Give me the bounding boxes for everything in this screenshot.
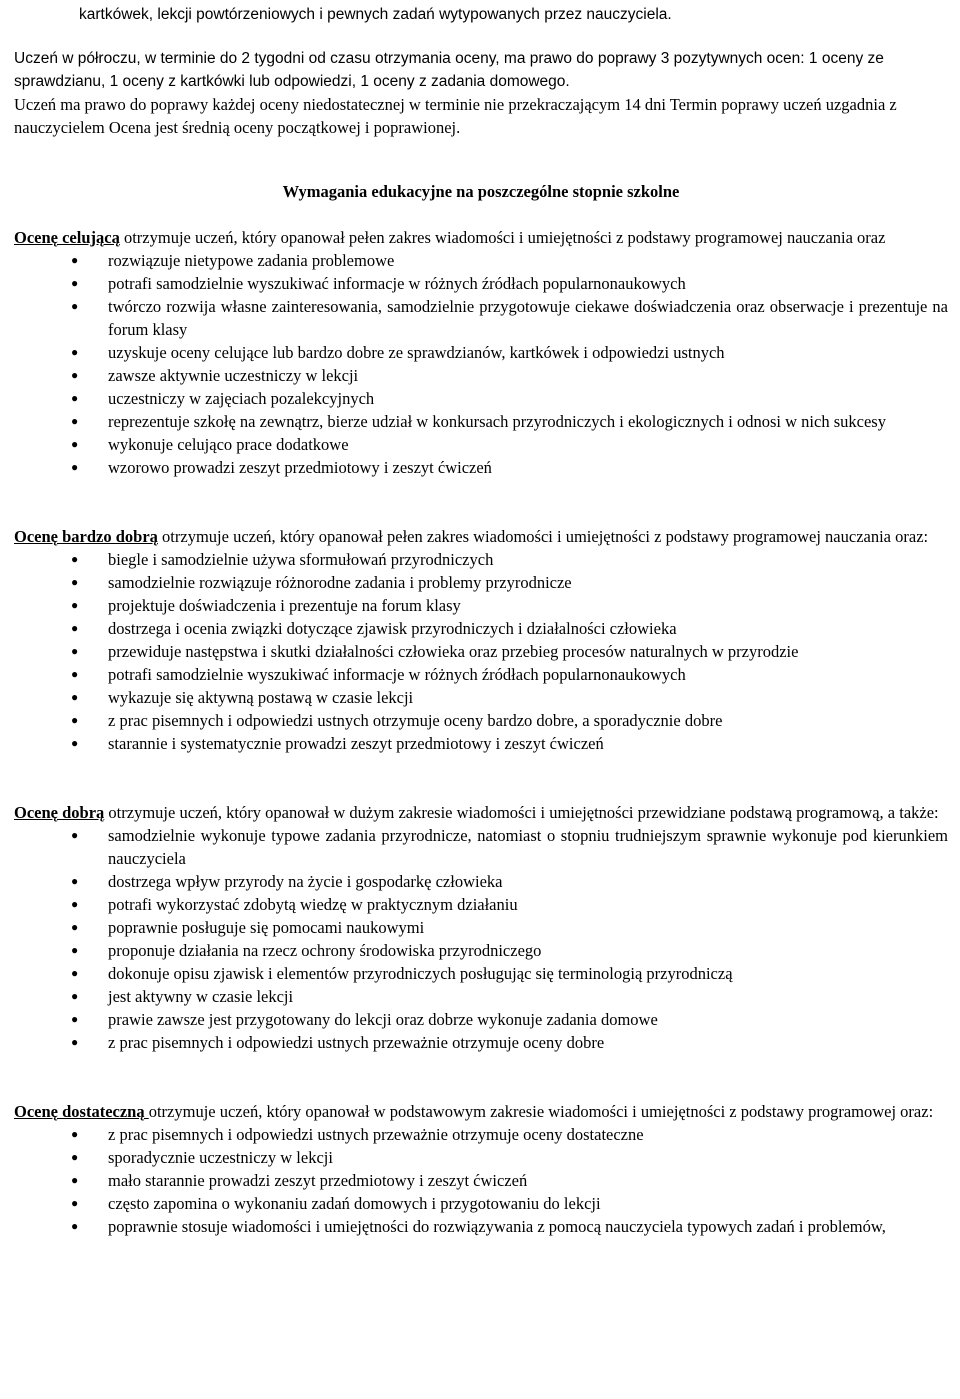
requirement-text: projektuje doświadczenia i prezentuje na forum klasy: [108, 596, 461, 615]
requirement-item: [14, 939, 948, 962]
bullet-icon: ●: [71, 1173, 79, 1187]
requirement-item: [14, 1146, 948, 1169]
bullet-icon: ●: [71, 828, 79, 842]
requirement-list: [14, 548, 948, 755]
bullet-icon: ●: [71, 299, 79, 313]
requirement-text: prawie zawsze jest przygotowany do lekcji oraz dobrze wykonuje zadania domowe: [108, 1010, 658, 1029]
requirement-item: [14, 341, 948, 364]
grade-description: otrzymuje uczeń, który opanował w dużym zakresie wiadomości i umiejętności przewidziane podstawą programową, a także:: [104, 803, 939, 822]
section-heading: Wymagania edukacyjne na poszczególne stopnie szkolne: [282, 182, 680, 201]
requirement-item: [14, 663, 948, 686]
bullet-icon: ●: [71, 1219, 79, 1233]
requirement-item: [14, 1008, 948, 1031]
bullet-icon: ●: [71, 621, 79, 635]
requirement-text: samodzielnie rozwiązuje różnorodne zadania i problemy przyrodnicze: [108, 573, 572, 592]
requirement-item: [14, 387, 948, 410]
requirement-item: [14, 548, 948, 571]
requirement-text: z prac pisemnych i odpowiedzi ustnych przeważnie otrzymuje oceny dobre: [108, 1033, 605, 1052]
requirement-item: [14, 1169, 948, 1192]
requirement-item: [14, 272, 948, 295]
bullet-icon: ●: [71, 897, 79, 911]
bullet-icon: ●: [71, 575, 79, 589]
bullet-icon: ●: [71, 920, 79, 934]
requirement-text: twórczo rozwija własne zainteresowania, samodzielnie przygotowuje ciekawe doświadczenia oraz obserwacje i prezentuje na forum klasy: [108, 297, 948, 339]
bullet-icon: ●: [71, 1150, 79, 1164]
requirement-text: wykonuje celująco prace dodatkowe: [108, 435, 349, 454]
requirement-item: [14, 571, 948, 594]
document-page: [14, 0, 948, 1238]
bullet-icon: ●: [71, 368, 79, 382]
intro-paragraph-failing-grade: Uczeń ma prawo do poprawy każdej oceny niedostatecznej w terminie nie przekraczającym 14 dni Termin poprawy uczeń uzgadnia z nauczycielem Ocena jest średnią oceny początkowej i poprawionej.: [14, 95, 897, 137]
grade-intro: [14, 525, 948, 548]
requirement-list: [14, 249, 948, 479]
grade-section: [14, 1100, 948, 1238]
requirement-item: [14, 364, 948, 387]
requirement-text: potrafi wykorzystać zdobytą wiedzę w praktycznym działaniu: [108, 895, 518, 914]
bullet-icon: ●: [71, 690, 79, 704]
requirement-item: [14, 433, 948, 456]
requirement-item: [14, 594, 948, 617]
requirement-item: [14, 870, 948, 893]
requirement-text: potrafi samodzielnie wyszukiwać informacje w różnych źródłach popularnonaukowych: [108, 665, 686, 684]
requirement-text: sporadycznie uczestniczy w lekcji: [108, 1148, 333, 1167]
bullet-icon: ●: [71, 345, 79, 359]
bullet-icon: ●: [71, 989, 79, 1003]
requirement-text: z prac pisemnych i odpowiedzi ustnych przeważnie otrzymuje oceny dostateczne: [108, 1125, 644, 1144]
grade-description: otrzymuje uczeń, który opanował w podstawowym zakresie wiadomości i umiejętności z podstawy programowej oraz:: [148, 1102, 934, 1121]
bullet-icon: ●: [71, 736, 79, 750]
intro-line: kartkówek, lekcji powtórzeniowych i pewnych zadań wytypowanych przez nauczyciela.: [79, 6, 672, 23]
requirement-text: jest aktywny w czasie lekcji: [108, 987, 294, 1006]
requirement-text: poprawnie posługuje się pomocami naukowymi: [108, 918, 425, 937]
grade-section: [14, 801, 948, 1054]
requirement-item: [14, 640, 948, 663]
bullet-icon: ●: [71, 598, 79, 612]
grade-requirements: [14, 226, 948, 1238]
grade-name: Ocenę bardzo dobrą: [14, 527, 158, 546]
requirement-text: dostrzega wpływ przyrody na życie i gospodarkę człowieka: [108, 872, 503, 891]
requirement-item: [14, 1192, 948, 1215]
grade-intro: [14, 1100, 948, 1123]
bullet-icon: ●: [71, 391, 79, 405]
bullet-icon: ●: [71, 414, 79, 428]
requirement-text: mało starannie prowadzi zeszyt przedmiotowy i zeszyt ćwiczeń: [108, 1171, 528, 1190]
bullet-icon: ●: [71, 713, 79, 727]
bullet-icon: ●: [71, 644, 79, 658]
bullet-icon: ●: [71, 1127, 79, 1141]
bullet-icon: ●: [71, 1035, 79, 1049]
requirement-item: [14, 410, 948, 433]
requirement-item: [14, 1031, 948, 1054]
requirement-text: uzyskuje oceny celujące lub bardzo dobre ze sprawdzianów, kartkówek i odpowiedzi ustnych: [108, 343, 725, 362]
requirement-text: poprawnie stosuje wiadomości i umiejętności do rozwiązywania z pomocą nauczyciela typowych zadań i problemów,: [108, 1217, 886, 1236]
requirement-text: starannie i systematycznie prowadzi zeszyt przedmiotowy i zeszyt ćwiczeń: [108, 734, 604, 753]
bullet-icon: ●: [71, 437, 79, 451]
requirement-item: [14, 456, 948, 479]
requirement-text: z prac pisemnych i odpowiedzi ustnych otrzymuje oceny bardzo dobre, a sporadycznie dobre: [108, 711, 723, 730]
requirement-text: uczestniczy w zajęciach pozalekcyjnych: [108, 389, 375, 408]
requirement-text: biegle i samodzielnie używa sformułowań przyrodniczych: [108, 550, 494, 569]
requirement-item: [14, 732, 948, 755]
requirement-text: zawsze aktywnie uczestniczy w lekcji: [108, 366, 359, 385]
bullet-icon: ●: [71, 253, 79, 267]
requirement-item: [14, 709, 948, 732]
requirement-item: [14, 617, 948, 640]
bullet-icon: ●: [71, 874, 79, 888]
grade-intro: [14, 226, 948, 249]
requirement-item: [14, 916, 948, 939]
requirement-item: [14, 1215, 948, 1238]
bullet-icon: ●: [71, 1012, 79, 1026]
grade-description: otrzymuje uczeń, który opanował pełen zakres wiadomości i umiejętności z podstawy programowej nauczania oraz: [119, 228, 886, 247]
grade-name: Ocenę dostateczną: [14, 1102, 149, 1121]
requirement-item: [14, 824, 948, 870]
spacer: [14, 26, 948, 47]
requirement-text: reprezentuje szkołę na zewnątrz, bierze udział w konkursach przyrodniczych i ekologicznych i odnosi w nich sukcesy: [108, 412, 886, 431]
requirement-text: proponuje działania na rzecz ochrony środowiska przyrodniczego: [108, 941, 542, 960]
bullet-icon: ●: [71, 552, 79, 566]
requirement-text: dostrzega i ocenia związki dotyczące zjawisk przyrodniczych i działalności człowieka: [108, 619, 677, 638]
requirement-text: rozwiązuje nietypowe zadania problemowe: [108, 251, 395, 270]
bullet-icon: ●: [71, 1196, 79, 1210]
requirement-item: [14, 985, 948, 1008]
bullet-icon: ●: [71, 460, 79, 474]
grade-section: [14, 525, 948, 755]
bullet-icon: ●: [71, 667, 79, 681]
grade-intro: [14, 801, 948, 824]
bullet-icon: ●: [71, 943, 79, 957]
requirement-text: często zapomina o wykonaniu zadań domowych i przygotowaniu do lekcji: [108, 1194, 601, 1213]
requirement-text: samodzielnie wykonuje typowe zadania przyrodnicze, natomiast o stopniu trudniejszym sprawnie wykonuje pod kierunkiem nauczyciela: [108, 826, 948, 868]
requirement-text: wykazuje się aktywną postawą w czasie lekcji: [108, 688, 414, 707]
requirement-item: [14, 249, 948, 272]
bullet-icon: ●: [71, 276, 79, 290]
requirement-item: [14, 962, 948, 985]
grade-description: otrzymuje uczeń, który opanował pełen zakres wiadomości i umiejętności z podstawy programowej nauczania oraz:: [157, 527, 929, 546]
bullet-icon: ●: [71, 966, 79, 980]
requirement-text: potrafi samodzielnie wyszukiwać informacje w różnych źródłach popularnonaukowych: [108, 274, 686, 293]
requirement-item: [14, 686, 948, 709]
requirement-text: wzorowo prowadzi zeszyt przedmiotowy i zeszyt ćwiczeń: [108, 458, 492, 477]
grade-name: Ocenę dobrą: [14, 803, 105, 822]
grade-section: [14, 226, 948, 479]
requirement-list: [14, 824, 948, 1054]
intro-paragraph-correction: Uczeń w półroczu, w terminie do 2 tygodni od czasu otrzymania oceny, ma prawo do poprawy 3 pozytywnych ocen: 1 oceny ze sprawdzianu, 1 oceny z kartkówki lub odpowiedzi, 1 oceny z zadania domowego.: [14, 50, 884, 90]
requirement-list: [14, 1123, 948, 1238]
requirement-text: dokonuje opisu zjawisk i elementów przyrodniczych posługując się terminologią przyrodniczą: [108, 964, 733, 983]
requirement-text: przewiduje następstwa i skutki działalności człowieka oraz przebieg procesów naturalnych w przyrodzie: [108, 642, 799, 661]
grade-name: Ocenę celującą: [14, 228, 120, 247]
requirement-item: [14, 295, 948, 341]
requirement-item: [14, 893, 948, 916]
requirement-item: [14, 1123, 948, 1146]
